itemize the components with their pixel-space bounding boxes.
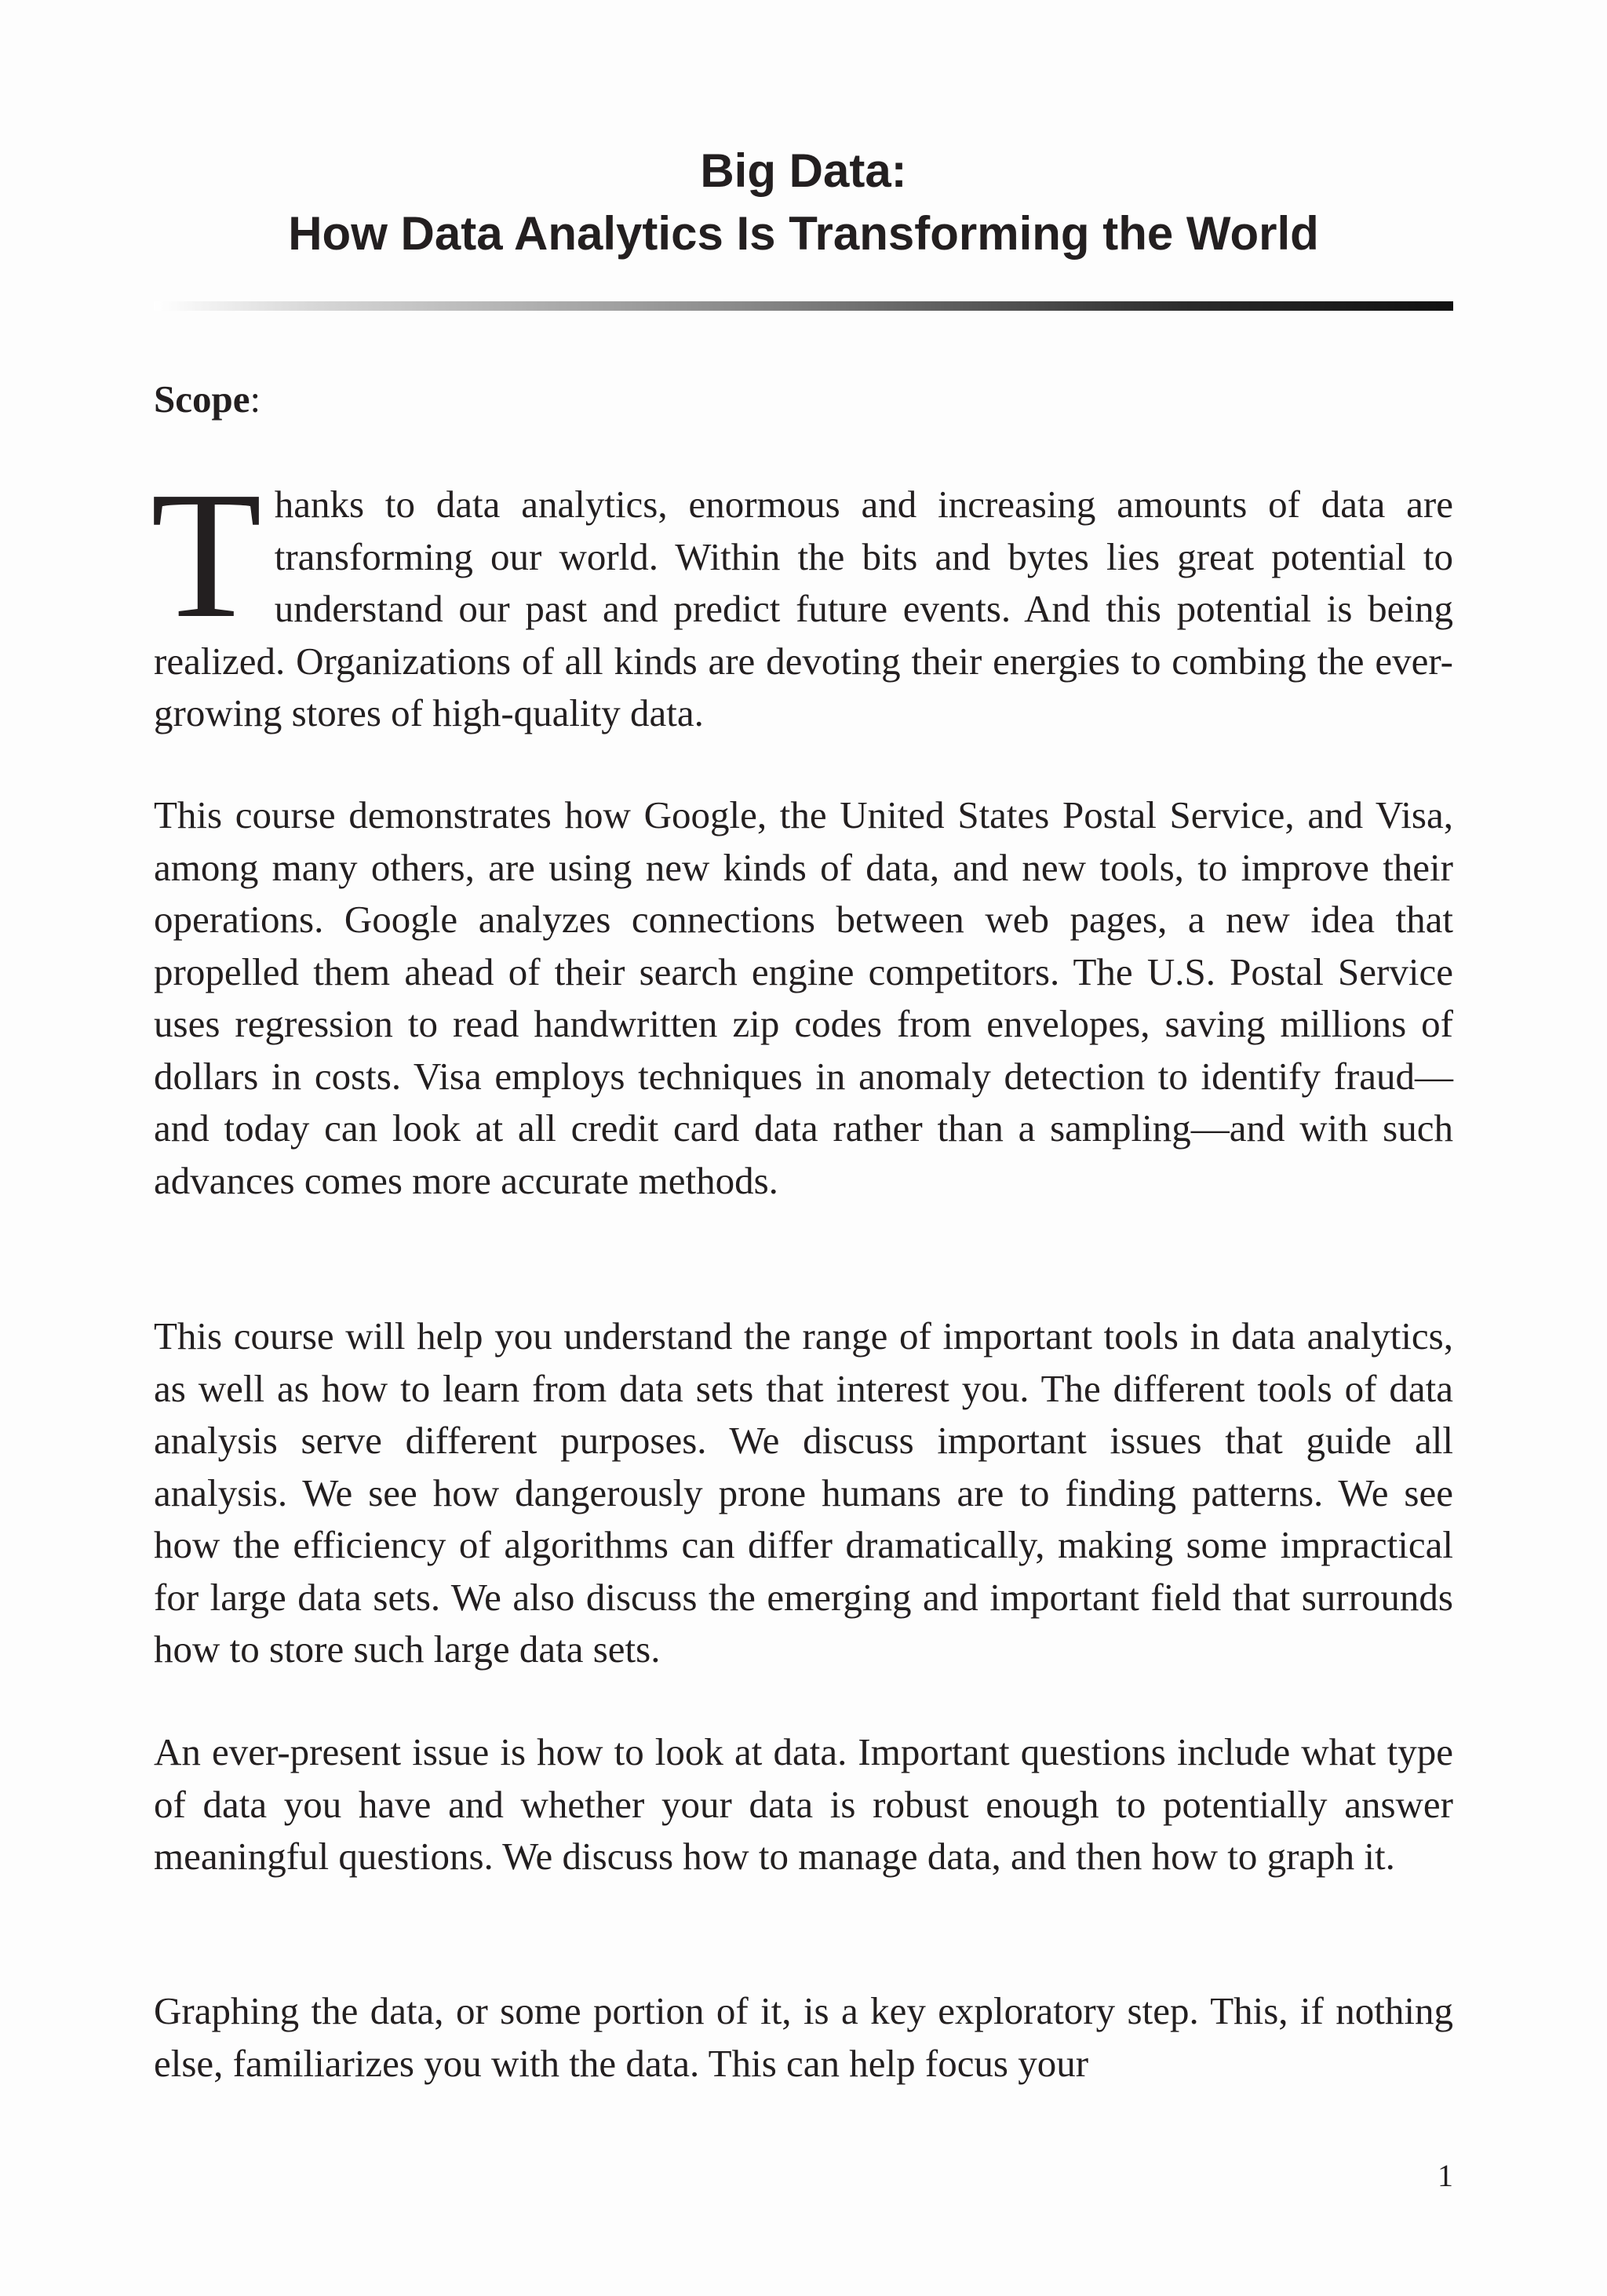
title-line-2: How Data Analytics Is Transforming the World bbox=[288, 207, 1319, 260]
scope-heading bbox=[154, 374, 261, 425]
title-divider bbox=[154, 301, 1453, 311]
drop-cap: T bbox=[151, 454, 262, 656]
paragraph-intro-text: hanks to data analytics, enormous and increasing amounts of data are transforming our world. Within the bits and bytes lies great potential to understand our past and predict future events. And this potential is being realized. Organizations of all kinds are devoting their energies to combing the ever-growing stores of high-quality data. bbox=[154, 483, 1453, 734]
paragraph-intro bbox=[151, 454, 1453, 740]
scope-label: Scope bbox=[154, 377, 250, 421]
paragraph-3: This course will help you understand the range of important tools in data analytics, as well as how to learn from data sets that interest you. The different tools of data analysis serve different purposes. We discuss important issues that guide all analysis. We see how dangerously prone humans are to finding patterns. We see how the efficiency of algorithms can differ dramatically, making some impractical for large data sets. We also discuss the emerging and important field that surrounds how to store such large data sets. bbox=[154, 1314, 1453, 1671]
page-title bbox=[154, 140, 1453, 265]
paragraph-2: This course demonstrates how Google, the United States Postal Service, and Visa, among many others, are using new kinds of data, and new tools, to improve their operations. Google analyzes connections between web pages, a new idea that propelled them ahead of their search engine competitors. The U.S. Postal Service uses regression to read handwritten zip codes from envelopes, saving millions of dollars in costs. Visa employs techniques in anomaly detection to identify fraud—and today can look at all credit card data rather than a sampling—and with such advances comes more accurate methods. bbox=[154, 793, 1453, 1202]
paragraph-5: Graphing the data, or some portion of it, is a key exploratory step. This, if nothing else, familiarizes you with the data. This can help focus your bbox=[154, 1989, 1453, 2085]
title-line-1: Big Data: bbox=[700, 144, 907, 197]
page-number: 1 bbox=[1438, 2158, 1453, 2193]
paragraph-4: An ever-present issue is how to look at data. Important questions include what type of data you have and whether your data is robust enough to potentially answer meaningful questions. We discuss how to manage data, and then how to graph it. bbox=[154, 1730, 1453, 1878]
scope-colon: : bbox=[250, 377, 261, 421]
